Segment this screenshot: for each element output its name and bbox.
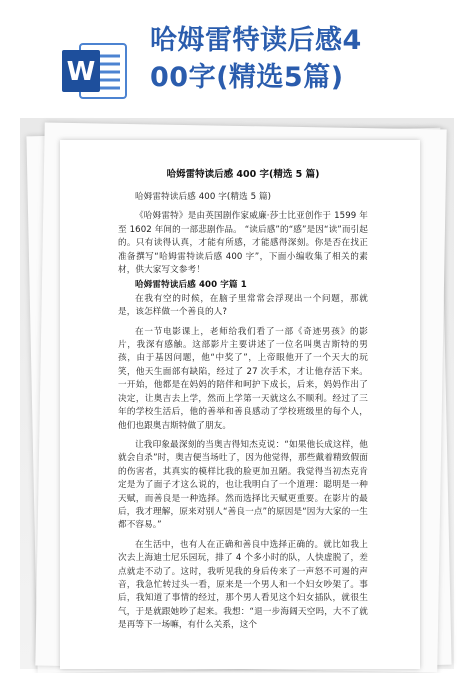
paragraph: 哈姆雷特读后感 400 字(精选 5 篇)	[135, 192, 272, 202]
section-heading: 哈姆雷特读后感 400 字篇 1	[135, 280, 247, 291]
paragraph: 在我有空的时候，在脑子里常常会浮现出一个问题，那就是，该怎样做一个善良的人?	[118, 293, 368, 318]
paragraph: 《哈姆雷特》是由英国剧作家威廉·莎士比亚创作于 1599 年至 1602 年间的一部悲剧作品。 “读后感”的“感”是因“读”而引起的。只有读得认真，才能有所感，才能感得深刻。你是否在找正准备撰写“哈姆雷特读后感 400 字”，下面小编收集了相关的素材，供大家写文参考！	[118, 211, 368, 276]
banner-title-line1: 哈姆雷特读后感4	[150, 25, 362, 56]
banner-title	[150, 22, 470, 96]
paragraph: 让我印象最深刻的当奥吉得知杰克说：“如果他长成这样，他就会自杀”时，奥吉便当场吐了，因为他觉得，那些戴着精致假面的伤害者，其真实的模样比我的脸更加丑陋。我觉得当初杰克肯定是为了面子才这么说的，也让我明白了一个道理：聪明是一种天赋，而善良是一种选择。然而选择比天赋更重要。在影片的最后，我才理解，原来对别人“善良一点”的原因是“因为大家的一生都不容易。”	[118, 439, 368, 531]
banner-title-line2: 00字(精选5篇)	[150, 62, 344, 93]
document-content	[118, 168, 368, 633]
document-title: 哈姆雷特读后感 400 字(精选 5 篇)	[166, 169, 320, 180]
logo-letter: W	[66, 57, 96, 87]
word-document-icon	[62, 40, 128, 102]
paragraph: 在生活中，也有人在正确和善良中选择正确的。就比如我上次去上海迪士尼乐园玩，排了 4 个多小时的队，人快虚脱了，差点就走不动了。这时，我听见我的身后传来了一声怒不可遏的声音，我急忙转过头一看，原来是一个男人和一个妇女吵架了。事后，我知道了事情的经过，那个男人看见这个妇女插队，就很生气，于是就跟她吵了起来。我想：“退一步海阔天空吗，大不了就是再等下一场嘛，有什么关系，这个	[118, 539, 368, 631]
document-page	[60, 140, 420, 669]
paragraph: 在一节电影课上，老师给我们看了一部《奇迹男孩》的影片，我深有感触。这部影片主要讲述了一位名叫奥吉斯特的男孩，由于基因问题，他“中奖了”，上帝眼他开了一个天大的玩笑，他天生面部有缺陷，经过了 27 次手术，才让他存活下来。一开始，他都是在妈妈的陪伴和呵护下成长，后来，妈妈作出了决定，让奥吉去上学，然而上学第一天就这么不顺利。经过了三年的学校生活后，他的善举和善良感动了学校班级里的每个人，他们也跟奥吉斯特做了朋友。	[118, 326, 368, 431]
